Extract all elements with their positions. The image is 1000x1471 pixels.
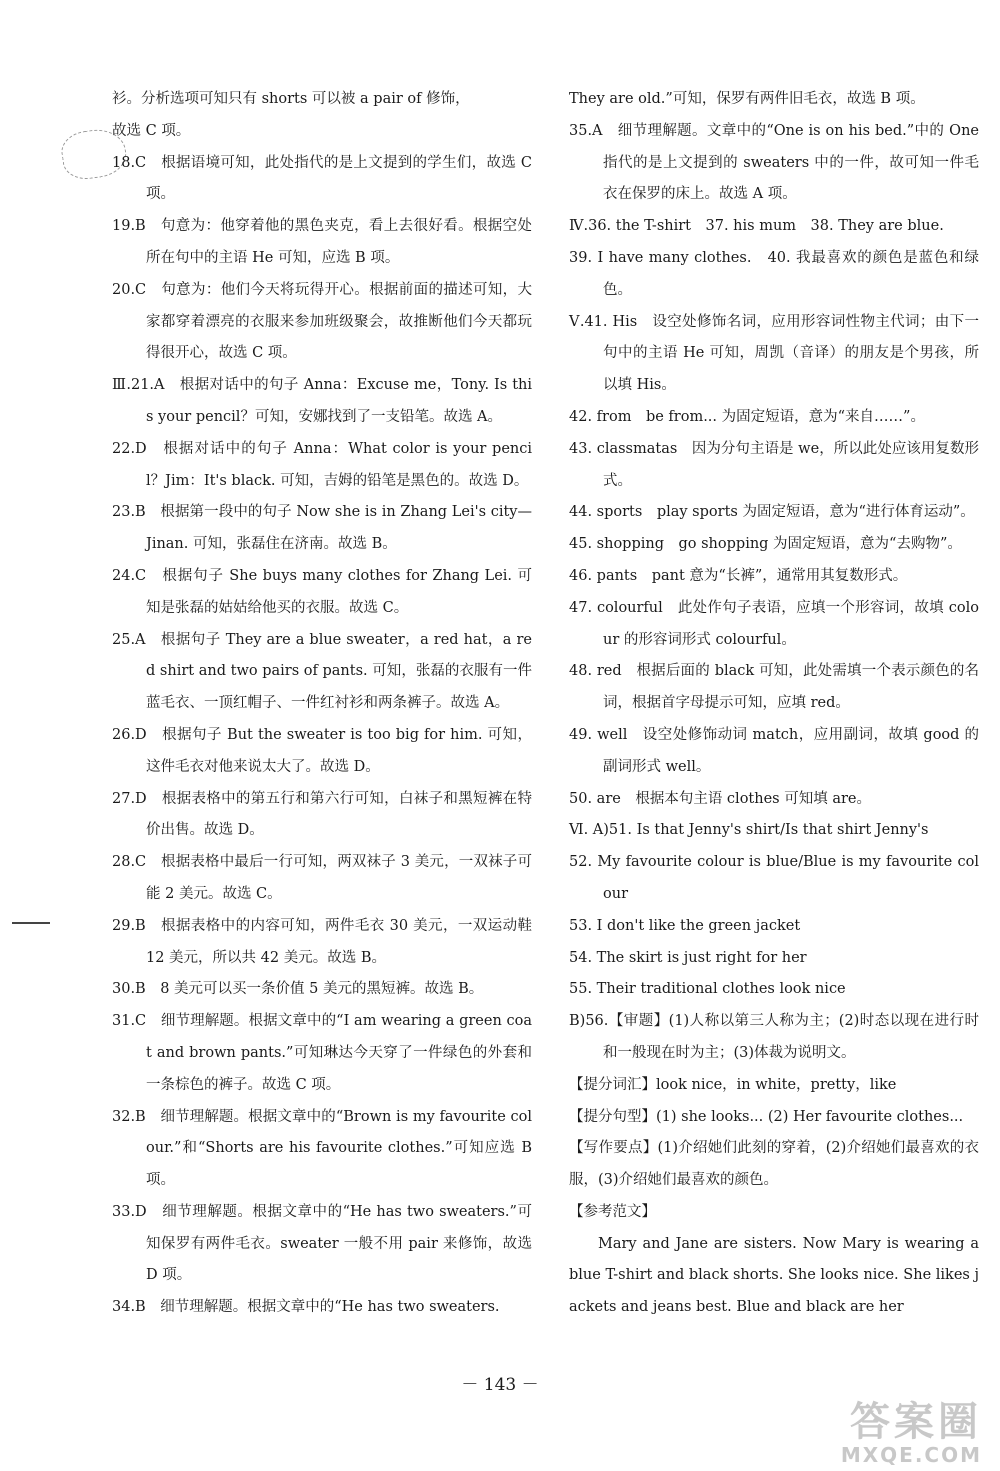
- answer-paragraph: They are old.”可知，保罗有两件旧毛衣，故选 B 项。: [569, 91, 925, 107]
- answer-paragraph: 26.D 根据句子 But the sweater is too big for him. 可知，这件毛衣对他来说太大了。故选 D。: [112, 726, 532, 775]
- answer-paragraph: B)56.【审题】(1)人称以第三人称为主；(2)时态以现在进行时和一般现在时为主；(3)体裁为说明文。: [569, 1013, 979, 1061]
- answer-paragraph: 28.C 根据表格中最后一行可知，两双袜子 3 美元，一双袜子可能 2 美元。故选 C。: [112, 854, 532, 902]
- answer-paragraph: Ⅳ.36. the T-shirt 37. his mum 38. They are blue.: [569, 218, 944, 235]
- answer-paragraph: 54. The skirt is just right for her: [569, 949, 807, 966]
- answer-paragraph: 47. colourful 此处作句子表语，应填一个形容词，故填 colour 的形容词形式 colourful。: [569, 599, 979, 648]
- answer-paragraph: 39. I have many clothes. 40. 我最喜欢的颜色是蓝色和绿色。: [569, 249, 979, 298]
- answer-paragraph: Ⅴ.41. His 设空处修饰名词，应用形容词性物主代词；由下一句中的主语 He 可知，周凯（音译）的朋友是个男孩，所以填 His。: [569, 313, 979, 394]
- answer-paragraph: 31.C 细节理解题。根据文章中的“I am wearing a green coat and brown pants.”可知琳达今天穿了一件绿色的外套和一条棕色的裤子。故选 C 项。: [112, 1013, 532, 1093]
- answer-paragraph: 48. red 根据后面的 black 可知，此处需填一个表示颜色的名词，根据首字母提示可知，应填 red。: [569, 663, 979, 712]
- margin-mark: [12, 922, 50, 924]
- answer-paragraph: 故选 C 项。: [112, 122, 191, 139]
- answer-paragraph: 【写作要点】(1)介绍她们此刻的穿着，(2)介绍她们最喜欢的衣服，(3)介绍她们最喜欢的颜色。: [569, 1140, 979, 1189]
- answer-paragraph: 27.D 根据表格中的第五行和第六行可知，白袜子和黑短裤在特价出售。故选 D。: [112, 790, 532, 839]
- page-number: － 143 －: [461, 1375, 539, 1395]
- answer-paragraph: 24.C 根据句子 She buys many clothes for Zhang Lei. 可知是张磊的姑姑给他买的衣服。故选 C。: [112, 567, 532, 616]
- answer-paragraph: 29.B 根据表格中的内容可知，两件毛衣 30 美元，一双运动鞋 12 美元，所以共 42 美元。故选 B。: [112, 917, 532, 966]
- answer-paragraph: 32.B 细节理解题。根据文章中的“Brown is my favourite colour.”和“Shorts are his favourite clothes.”可知应选 B 项。: [112, 1108, 532, 1189]
- answer-paragraph: Ⅲ.21.A 根据对话中的句子 Anna：Excuse me，Tony. Is this your pencil？可知，安娜找到了一支铅笔。故选 A。: [112, 377, 532, 425]
- answer-paragraph: 18.C 根据语境可知，此处指代的是上文提到的学生们，故选 C 项。: [112, 154, 532, 203]
- answer-paragraph: 【参考范文】: [569, 1203, 656, 1220]
- answer-paragraph: 44. sports play sports 为固定短语，意为“进行体育运动”。: [569, 504, 975, 521]
- answer-paragraph: 25.A 根据句子 They are a blue sweater，a red hat，a red shirt and two pairs of pants. 可知，张磊的衣服有一件蓝毛衣、一顶红帽子、一件红衬衫和两条裤子。故选 A。: [112, 631, 532, 712]
- watermark-top: 答案圈: [850, 1399, 982, 1445]
- answer-paragraph: 43. classmatas 因为分句主语是 we，所以此处应该用复数形式。: [569, 440, 979, 489]
- watermark-logo: [762, 1400, 982, 1466]
- answer-paragraph: 45. shopping go shopping 为固定短语，意为“去购物”。: [569, 536, 962, 553]
- answer-paragraph: 52. My favourite colour is blue/Blue is my favourite colour: [569, 854, 979, 902]
- answer-paragraph: 35.A 细节理解题。文章中的“One is on his bed.”中的 One 指代的是上文提到的 sweaters 中的一件，故可知一件毛衣在保罗的床上。故选 A 项。: [569, 122, 979, 203]
- answer-paragraph: 衫。分析选项可知只有 shorts 可以被 a pair of 修饰，: [112, 91, 470, 107]
- answer-paragraph: 49. well 设空处修饰动词 match，应用副词，故填 good 的副词形式 well。: [569, 726, 979, 775]
- left-column: [112, 84, 532, 1324]
- answer-paragraph: 23.B 根据第一段中的句子 Now she is in Zhang Lei's city—Jinan. 可知，张磊住在济南。故选 B。: [112, 504, 532, 553]
- answer-paragraph: 46. pants pant 意为“长裤”，通常用其复数形式。: [569, 567, 908, 584]
- answer-paragraph: 55. Their traditional clothes look nice: [569, 981, 846, 998]
- watermark-bottom: MXQE.COM: [840, 1443, 982, 1467]
- answer-paragraph: 20.C 句意为：他们今天将玩得开心。根据前面的描述可知，大家都穿着漂亮的衣服来参加班级聚会，故推断他们今天都玩得很开心，故选 C 项。: [112, 281, 532, 362]
- answer-paragraph: 34.B 细节理解题。根据文章中的“He has two sweaters.: [112, 1299, 500, 1316]
- answer-paragraph: 【提分词汇】look nice，in white，pretty，like: [569, 1076, 897, 1093]
- answer-paragraph: Mary and Jane are sisters. Now Mary is wearing a blue T-shirt and black shorts. She looks nice. She likes jackets and jeans best. Blue and black are her: [569, 1235, 979, 1316]
- answer-paragraph: 19.B 句意为：他穿着他的黑色夹克，看上去很好看。根据空处所在句中的主语 He 可知，应选 B 项。: [112, 218, 532, 266]
- answer-paragraph: Ⅵ. A)51. Is that Jenny's shirt/Is that shirt Jenny's: [569, 822, 929, 839]
- answer-paragraph: 42. from be from... 为固定短语，意为“来自……”。: [569, 408, 925, 425]
- answer-paragraph: 50. are 根据本句主语 clothes 可知填 are。: [569, 790, 871, 807]
- answer-paragraph: 30.B 8 美元可以买一条价值 5 美元的黑短裤。故选 B。: [112, 981, 484, 998]
- answer-paragraph: 22.D 根据对话中的句子 Anna：What color is your pencil？Jim：It's black. 可知，吉姆的铅笔是黑色的。故选 D。: [112, 440, 532, 489]
- answer-paragraph: 53. I don't like the green jacket: [569, 917, 801, 934]
- answer-paragraph: 33.D 细节理解题。根据文章中的“He has two sweaters.”可知保罗有两件毛衣。sweater 一般不用 pair 来修饰，故选 D 项。: [112, 1203, 532, 1284]
- answer-paragraph: 【提分句型】(1) she looks... (2) Her favourite clothes...: [569, 1108, 964, 1125]
- right-column: [569, 84, 979, 1324]
